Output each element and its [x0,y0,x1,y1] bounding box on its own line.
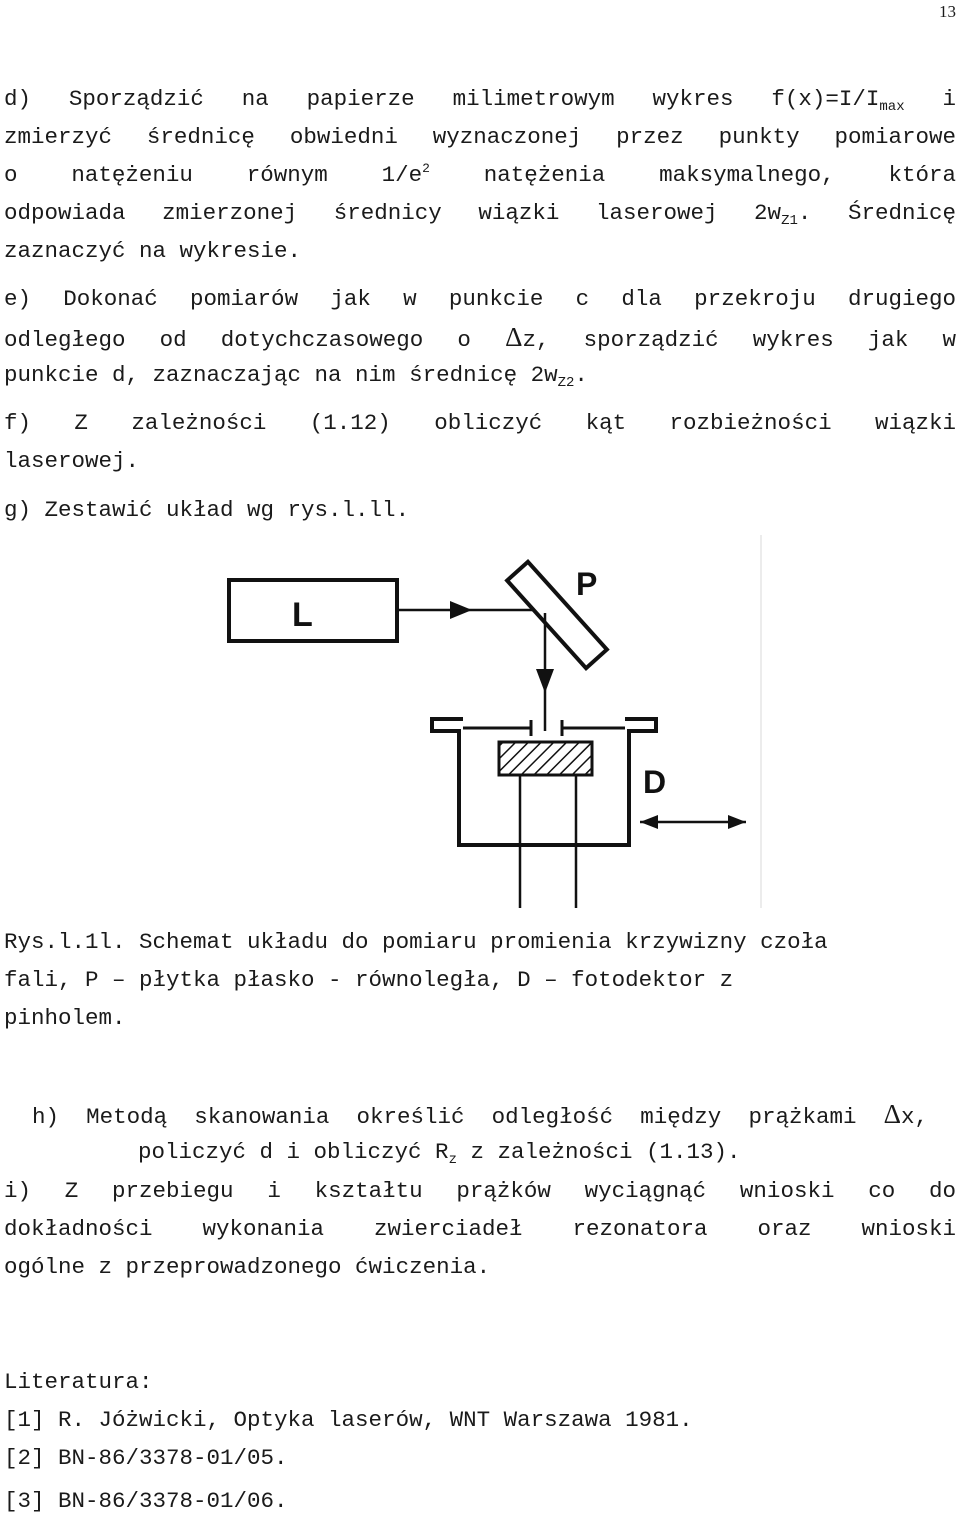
reference-item: [3] BN-86/3378-01/06. [4,1488,288,1514]
figure-caption-line-2: fali, P – płytka płasko - równoległa, D – fotodektor z [4,967,734,993]
item-d-line-2: zmierzyć średnicę obwiedni wyznaczonej przez punkty pomiarowe [4,124,956,150]
reference-item: [1] R. Jóżwicki, Optyka laserów, WNT Warszawa 1981. [4,1407,693,1433]
item-d-line-5: zaznaczyć na wykresie. [4,238,302,264]
item-e-line-2: odległego od dotychczasowego o Δz, sporządzić wykres jak w [4,322,956,353]
item-d-line-1: d) Sporządzić na papierze milimetrowym wykres $f(x)=I/I_{max}$ i [4,86,956,115]
laser-box [229,580,397,641]
scan-arrow-right [728,815,746,829]
item-d-line-3: o natężeniu równym $1/e^2$ natężenia maksymalnego, która [4,161,956,188]
page-number: 13 [939,2,956,21]
item-h-line-1: h) Metodą skanowania określić odległość między prążkami Δx, [32,1099,928,1130]
reference-item: [2] BN-86/3378-01/05. [4,1445,288,1471]
beam-arrow-down [536,669,554,693]
figure-caption-line-3: pinholem. [4,1005,126,1031]
beam-arrow-right [450,601,472,619]
references-heading: Literatura: [4,1369,153,1395]
figure-caption-line-1: Rys.l.1l. Schemat układu do pomiaru promienia krzywizny czoła [4,929,828,955]
item-d-line-4: odpowiada zmierzonej średnicy wiązki laserowej $2w_{Z1}$. Średnicę [4,200,957,229]
setup-diagram [200,535,765,908]
item-f-line-1: f) Z zależności (1.12) obliczyć kąt rozbieżności wiązki [4,410,956,436]
delta-symbol: Δ [505,322,523,352]
delta-symbol: Δ [883,1099,901,1129]
plate-label: P [576,566,598,602]
photodetector [499,742,592,775]
detector-housing [432,719,656,845]
laser-label: L [292,596,313,634]
item-g-line-1: g) Zestawić układ wg rys.l.ll. [4,497,410,523]
detector-label: D [643,764,667,800]
scan-arrow-left [640,815,658,829]
item-i-line-2: dokładności wykonania zwierciadeł rezonatora oraz wnioski [4,1216,956,1242]
item-i-line-3: ogólne z przeprowadzonego ćwiczenia. [4,1254,491,1280]
item-i-line-1: i) Z przebiegu i kształtu prążków wyciągnąć wnioski co do [4,1178,956,1204]
item-e-line-3: punkcie d, zaznaczając na nim średnicę $2w_{Z2}$. [4,362,588,391]
item-h-line-2: policzyć d i obliczyć $R_z$ z zależności (1.13). [138,1139,741,1168]
item-f-line-2: laserowej. [4,448,140,474]
item-e-line-1: e) Dokonać pomiarów jak w punkcie c dla przekroju drugiego [4,286,956,312]
